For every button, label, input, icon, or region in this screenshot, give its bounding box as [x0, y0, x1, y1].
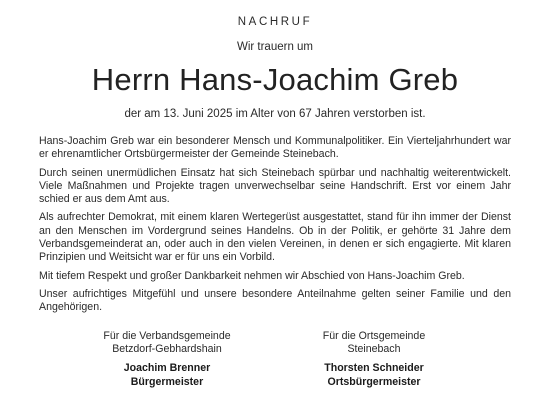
signature-block [0, 330, 550, 390]
obituary-body [39, 135, 511, 320]
signature-org-line: Betzdorf-Gebhardshain [112, 343, 222, 356]
signatory-name: Thorsten Schneider [324, 362, 424, 375]
signatory-role: Bürgermeister [130, 375, 204, 388]
signature-org-line: Steinebach [347, 343, 401, 356]
deceased-name: Herrn Hans-Joachim Greb [91, 62, 459, 97]
intro-line: Wir trauern um [236, 41, 314, 53]
body-paragraph: Unser aufrichtiges Mitgefühl und unsere besondere Anteilnahme gelten seiner Familie und den Angehörigen. [39, 287, 511, 314]
signature-org-line: Für die Ortsgemeinde [322, 330, 426, 342]
signature-org-line: Für die Verbandsgemeinde [103, 330, 231, 342]
death-date-line: der am 13. Juni 2025 im Alter von 67 Jahren verstorben ist. [124, 108, 426, 120]
signatory-name: Joachim Brenner [123, 362, 211, 375]
body-paragraph: Mit tiefem Respekt und großer Dankbarkeit nehmen wir Abschied von Hans-Joachim Greb. [39, 269, 465, 282]
signature-right [274, 330, 474, 389]
body-paragraph: Durch seinen unermüdlichen Einsatz hat sich Steinebach spürbar und nachhaltig weiterentwickelt. Viele Maßnahmen und Projekte tragen unverwechselbar seine Handschrift. Erst vor einem Jahr schied er aus dem Amt aus. [39, 166, 511, 206]
notice-type-label: NACHRUF [237, 16, 313, 28]
signatory-role: Ortsbürgermeister [327, 375, 421, 388]
body-paragraph: Als aufrechter Demokrat, mit einem klaren Wertegerüst ausgestattet, stand für ihn immer der Dienst an den Menschen im Vordergrund seines Handelns. Ob in der Politik, er gehörte 31 Jahre dem Verbandsgemeinderat an, oder auch in den vielen Vereinen, in denen er sich engagierte. Mit klaren Prinzipien und Weitsicht war er für uns ein Vorbild. [39, 211, 511, 264]
body-paragraph: Hans-Joachim Greb war ein besonderer Mensch und Kommunalpolitiker. Ein Vierteljahrhundert war er ehrenamtlicher Ortsbürgermeister der Gemeinde Steinebach. [39, 135, 511, 161]
signature-left [67, 330, 267, 389]
